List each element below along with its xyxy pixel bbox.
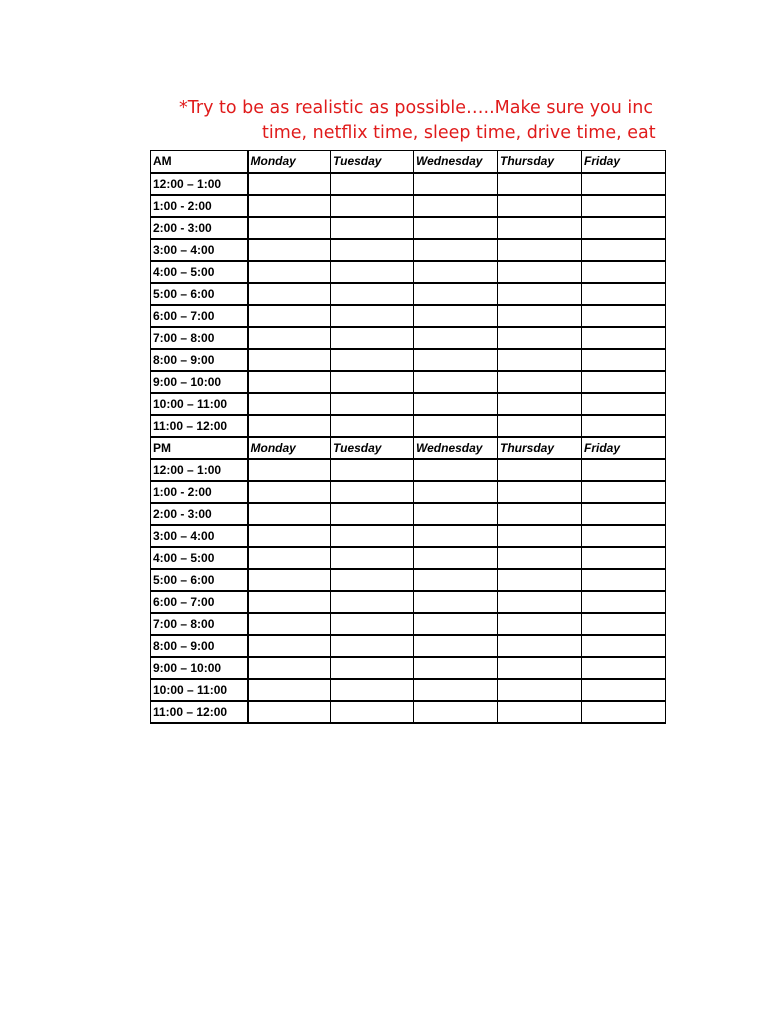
schedule-cell-friday[interactable] [582, 569, 666, 591]
schedule-cell-monday[interactable] [248, 591, 331, 613]
time-slot-label: 5:00 – 6:00 [151, 283, 248, 305]
time-slot-label: 10:00 – 11:00 [151, 679, 248, 701]
day-header-monday: Monday [248, 437, 331, 459]
time-slot-row [151, 613, 666, 635]
schedule-cell-wednesday[interactable] [414, 393, 498, 415]
time-slot-row [151, 481, 666, 503]
schedule-cell-monday[interactable] [248, 305, 331, 327]
section-header-row [151, 437, 666, 459]
schedule-cell-monday[interactable] [248, 459, 331, 481]
schedule-cell-wednesday[interactable] [414, 371, 498, 393]
schedule-cell-monday[interactable] [248, 173, 331, 195]
time-slot-row [151, 283, 666, 305]
schedule-cell-tuesday[interactable] [331, 481, 414, 503]
schedule-cell-friday[interactable] [582, 459, 666, 481]
time-slot-row [151, 195, 666, 217]
schedule-cell-tuesday[interactable] [331, 305, 414, 327]
time-slot-label: 12:00 – 1:00 [151, 459, 248, 481]
schedule-cell-tuesday[interactable] [331, 217, 414, 239]
time-slot-row [151, 239, 666, 261]
schedule-cell-tuesday[interactable] [331, 349, 414, 371]
schedule-cell-wednesday[interactable] [414, 591, 498, 613]
time-slot-label: 3:00 – 4:00 [151, 525, 248, 547]
time-slot-label: 4:00 – 5:00 [151, 261, 248, 283]
day-header-wednesday: Wednesday [414, 437, 498, 459]
schedule-cell-tuesday[interactable] [331, 195, 414, 217]
time-slot-row [151, 327, 666, 349]
day-header-tuesday: Tuesday [331, 151, 414, 173]
schedule-cell-friday[interactable] [582, 305, 666, 327]
schedule-cell-wednesday[interactable] [414, 481, 498, 503]
schedule-cell-thursday[interactable] [498, 525, 582, 547]
schedule-cell-monday[interactable] [248, 503, 331, 525]
schedule-cell-wednesday[interactable] [414, 657, 498, 679]
time-slot-label: 9:00 – 10:00 [151, 657, 248, 679]
time-slot-row [151, 503, 666, 525]
schedule-cell-monday[interactable] [248, 261, 331, 283]
schedule-cell-wednesday[interactable] [414, 547, 498, 569]
schedule-cell-wednesday[interactable] [414, 701, 498, 723]
schedule-cell-friday[interactable] [582, 547, 666, 569]
schedule-cell-monday[interactable] [248, 613, 331, 635]
schedule-cell-tuesday[interactable] [331, 635, 414, 657]
time-slot-label: 9:00 – 10:00 [151, 371, 248, 393]
time-slot-label: 6:00 – 7:00 [151, 305, 248, 327]
schedule-cell-wednesday[interactable] [414, 503, 498, 525]
time-slot-label: 11:00 – 12:00 [151, 701, 248, 723]
schedule-cell-thursday[interactable] [498, 701, 582, 723]
time-slot-label: 2:00 - 3:00 [151, 503, 248, 525]
schedule-cell-tuesday[interactable] [331, 657, 414, 679]
schedule-cell-tuesday[interactable] [331, 569, 414, 591]
schedule-cell-monday[interactable] [248, 217, 331, 239]
schedule-cell-wednesday[interactable] [414, 459, 498, 481]
schedule-cell-wednesday[interactable] [414, 305, 498, 327]
schedule-cell-tuesday[interactable] [331, 371, 414, 393]
time-slot-label: 8:00 – 9:00 [151, 635, 248, 657]
schedule-cell-thursday[interactable] [498, 217, 582, 239]
schedule-cell-wednesday[interactable] [414, 415, 498, 437]
schedule-cell-tuesday[interactable] [331, 613, 414, 635]
time-slot-label: 5:00 – 6:00 [151, 569, 248, 591]
schedule-cell-wednesday[interactable] [414, 195, 498, 217]
schedule-cell-thursday[interactable] [498, 283, 582, 305]
schedule-cell-thursday[interactable] [498, 173, 582, 195]
schedule-cell-tuesday[interactable] [331, 459, 414, 481]
schedule-cell-thursday[interactable] [498, 657, 582, 679]
day-header-friday: Friday [582, 437, 666, 459]
schedule-cell-friday[interactable] [582, 635, 666, 657]
schedule-cell-wednesday[interactable] [414, 173, 498, 195]
schedule-cell-thursday[interactable] [498, 393, 582, 415]
time-slot-label: 2:00 - 3:00 [151, 217, 248, 239]
schedule-cell-monday[interactable] [248, 393, 331, 415]
schedule-cell-thursday[interactable] [498, 459, 582, 481]
instructions-text [150, 96, 665, 148]
day-header-monday: Monday [248, 151, 331, 173]
schedule-cell-friday[interactable] [582, 613, 666, 635]
time-slot-label: 1:00 - 2:00 [151, 195, 248, 217]
schedule-cell-monday[interactable] [248, 547, 331, 569]
schedule-cell-friday[interactable] [582, 349, 666, 371]
schedule-cell-monday[interactable] [248, 327, 331, 349]
schedule-cell-thursday[interactable] [498, 305, 582, 327]
time-slot-row [151, 591, 666, 613]
schedule-cell-wednesday[interactable] [414, 327, 498, 349]
section-label: PM [151, 437, 248, 459]
schedule-cell-monday[interactable] [248, 701, 331, 723]
schedule-cell-monday[interactable] [248, 569, 331, 591]
schedule-cell-monday[interactable] [248, 635, 331, 657]
time-slot-label: 6:00 – 7:00 [151, 591, 248, 613]
schedule-cell-thursday[interactable] [498, 591, 582, 613]
schedule-cell-friday[interactable] [582, 393, 666, 415]
time-slot-row [151, 415, 666, 437]
weekly-schedule-table [150, 150, 666, 724]
day-header-thursday: Thursday [498, 437, 582, 459]
day-header-friday: Friday [582, 151, 666, 173]
time-slot-row [151, 305, 666, 327]
time-slot-label: 3:00 – 4:00 [151, 239, 248, 261]
day-header-tuesday: Tuesday [331, 437, 414, 459]
schedule-cell-monday[interactable] [248, 239, 331, 261]
instructions-line-1: *Try to be as realistic as possible…..Make sure you inc [179, 98, 653, 118]
schedule-cell-thursday[interactable] [498, 613, 582, 635]
instructions-line-2: time, netflix time, sleep time, drive time, eat [262, 123, 656, 143]
schedule-cell-friday[interactable] [582, 261, 666, 283]
schedule-cell-wednesday[interactable] [414, 613, 498, 635]
time-slot-row [151, 657, 666, 679]
section-label: AM [151, 151, 248, 173]
schedule-cell-tuesday[interactable] [331, 701, 414, 723]
schedule-cell-monday[interactable] [248, 283, 331, 305]
schedule-cell-friday[interactable] [582, 195, 666, 217]
schedule-cell-tuesday[interactable] [331, 503, 414, 525]
schedule-cell-thursday[interactable] [498, 415, 582, 437]
schedule-cell-friday[interactable] [582, 679, 666, 701]
schedule-cell-tuesday[interactable] [331, 261, 414, 283]
time-slot-row [151, 459, 666, 481]
schedule-cell-wednesday[interactable] [414, 679, 498, 701]
time-slot-label: 1:00 - 2:00 [151, 481, 248, 503]
time-slot-row [151, 679, 666, 701]
schedule-cell-tuesday[interactable] [331, 239, 414, 261]
time-slot-row [151, 635, 666, 657]
schedule-cell-tuesday[interactable] [331, 393, 414, 415]
schedule-cell-tuesday[interactable] [331, 173, 414, 195]
schedule-cell-thursday[interactable] [498, 239, 582, 261]
time-slot-label: 11:00 – 12:00 [151, 415, 248, 437]
time-slot-row [151, 349, 666, 371]
schedule-cell-friday[interactable] [582, 239, 666, 261]
schedule-cell-thursday[interactable] [498, 481, 582, 503]
time-slot-label: 4:00 – 5:00 [151, 547, 248, 569]
schedule-cell-tuesday[interactable] [331, 415, 414, 437]
time-slot-row [151, 173, 666, 195]
schedule-cell-friday[interactable] [582, 525, 666, 547]
schedule-cell-thursday[interactable] [498, 503, 582, 525]
schedule-cell-tuesday[interactable] [331, 327, 414, 349]
schedule-cell-thursday[interactable] [498, 547, 582, 569]
schedule-cell-friday[interactable] [582, 173, 666, 195]
schedule-cell-thursday[interactable] [498, 371, 582, 393]
schedule-cell-tuesday[interactable] [331, 547, 414, 569]
day-header-thursday: Thursday [498, 151, 582, 173]
schedule-cell-thursday[interactable] [498, 349, 582, 371]
schedule-cell-thursday[interactable] [498, 327, 582, 349]
schedule-cell-wednesday[interactable] [414, 635, 498, 657]
schedule-cell-friday[interactable] [582, 503, 666, 525]
schedule-cell-friday[interactable] [582, 415, 666, 437]
schedule-cell-wednesday[interactable] [414, 283, 498, 305]
time-slot-row [151, 217, 666, 239]
schedule-cell-monday[interactable] [248, 481, 331, 503]
schedule-cell-friday[interactable] [582, 701, 666, 723]
schedule-cell-monday[interactable] [248, 525, 331, 547]
schedule-cell-monday[interactable] [248, 349, 331, 371]
schedule-cell-wednesday[interactable] [414, 261, 498, 283]
schedule-cell-friday[interactable] [582, 591, 666, 613]
time-slot-row [151, 261, 666, 283]
time-slot-label: 10:00 – 11:00 [151, 393, 248, 415]
time-slot-label: 8:00 – 9:00 [151, 349, 248, 371]
schedule-cell-tuesday[interactable] [331, 679, 414, 701]
schedule-cell-friday[interactable] [582, 283, 666, 305]
time-slot-row [151, 393, 666, 415]
schedule-cell-friday[interactable] [582, 371, 666, 393]
schedule-cell-wednesday[interactable] [414, 569, 498, 591]
schedule-cell-tuesday[interactable] [331, 591, 414, 613]
schedule-cell-thursday[interactable] [498, 569, 582, 591]
schedule-cell-tuesday[interactable] [331, 525, 414, 547]
schedule-cell-monday[interactable] [248, 415, 331, 437]
schedule-cell-friday[interactable] [582, 657, 666, 679]
schedule-cell-wednesday[interactable] [414, 217, 498, 239]
time-slot-row [151, 701, 666, 723]
schedule-cell-thursday[interactable] [498, 679, 582, 701]
schedule-cell-thursday[interactable] [498, 195, 582, 217]
schedule-cell-monday[interactable] [248, 371, 331, 393]
time-slot-label: 7:00 – 8:00 [151, 327, 248, 349]
schedule-cell-monday[interactable] [248, 195, 331, 217]
schedule-cell-monday[interactable] [248, 679, 331, 701]
schedule-cell-thursday[interactable] [498, 635, 582, 657]
schedule-cell-monday[interactable] [248, 657, 331, 679]
schedule-cell-wednesday[interactable] [414, 349, 498, 371]
schedule-cell-wednesday[interactable] [414, 239, 498, 261]
schedule-cell-friday[interactable] [582, 217, 666, 239]
time-slot-label: 7:00 – 8:00 [151, 613, 248, 635]
day-header-wednesday: Wednesday [414, 151, 498, 173]
schedule-cell-friday[interactable] [582, 481, 666, 503]
schedule-cell-friday[interactable] [582, 327, 666, 349]
time-slot-row [151, 525, 666, 547]
section-header-row [151, 151, 666, 173]
schedule-cell-wednesday[interactable] [414, 525, 498, 547]
time-slot-row [151, 569, 666, 591]
time-slot-row [151, 371, 666, 393]
schedule-cell-thursday[interactable] [498, 261, 582, 283]
time-slot-row [151, 547, 666, 569]
time-slot-label: 12:00 – 1:00 [151, 173, 248, 195]
schedule-cell-tuesday[interactable] [331, 283, 414, 305]
